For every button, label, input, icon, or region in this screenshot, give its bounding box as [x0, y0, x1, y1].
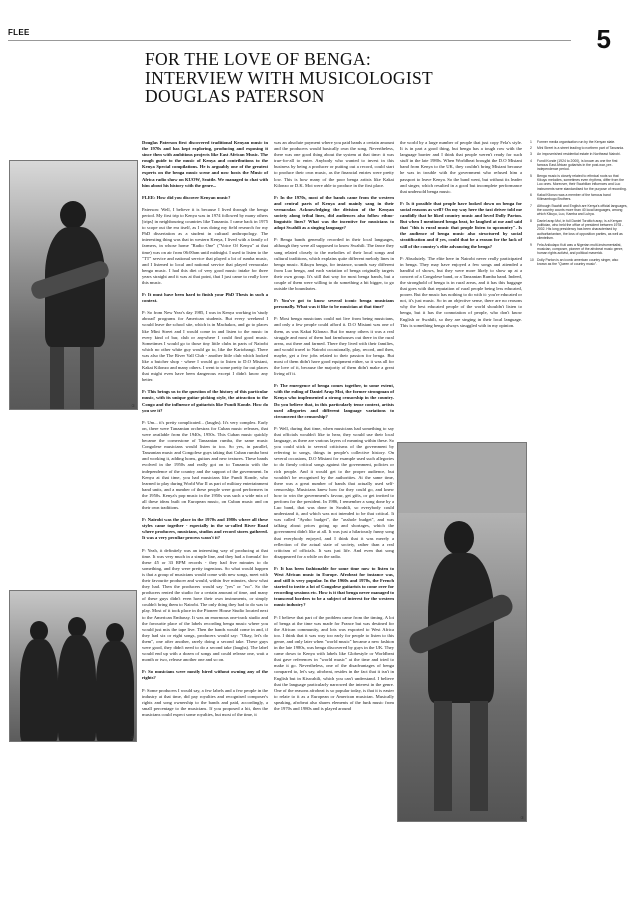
footnote-text: Although Swahili and English are Kenya's official languages, the country counts more than 40 local languages, among which Kikuyu, Luo, Kamba and Luhya.	[537, 203, 628, 217]
photo-marker-3: ③	[520, 815, 524, 820]
footnote-number: 10	[530, 257, 534, 262]
question: F: So musicians were mostly hired without owning any of the rights?	[142, 669, 268, 681]
answer: P: So from New Year's day 1985, I was in Kenya working in 'study abroad' programs for American students. But every weekend I would leave the school site, which is in Machakos, and go to places like Mini Street and I would come in and listen to the music in every kind of bar, club or anywhere I could find good music. Sometimes I would go to those tiny little clubs in parts of Nairobi which no other white guy would go to, like the Kariobangi. There was also the The River Vall Club - another little club which looked like a butcher shop - where I would go to listen to D.O Misiani, Kakai Kilonzo and many others. I went to some pretty far out places that might even have been dangerous except I didn't know any better.	[142, 310, 268, 383]
footnote	[530, 204, 628, 217]
article-column-1	[142, 140, 268, 724]
footnote	[530, 243, 628, 256]
footnote-text: Mini Street is a street leading to northern part of Tanzania.	[537, 146, 625, 151]
header-rule	[8, 40, 571, 41]
footnote	[530, 159, 628, 172]
footnote-text: Daniel arap Moi, in full Daniel Toroitich arap, is a Kenyan politician, who held the office of president between 1978 - 2002. His long presidency has been characterised by authoritarianism, the loss of opposition parties, as well as clientelism.	[537, 218, 624, 241]
footnote-text: An impoverished residential estate in Northeast Nairobi.	[537, 152, 621, 157]
footnote-number: 7	[530, 203, 532, 208]
question: F: You've got to know several iconic benga musicians personally. What was it like to be musician at that time?	[274, 298, 394, 310]
question: F: Nairobi was the place in the 1970s and 1980s where all these styles came together - especially in the so-called River Road where producers, musicians, studios and record stores gathered. It was a very peculiar process wasn't it?	[142, 517, 268, 541]
title-line-3: DOUGLAS PATERSON	[145, 86, 325, 106]
section-name: FLEE	[8, 28, 30, 37]
footnote	[530, 140, 628, 144]
question: F: This brings us to the question of the history of this particular music, with its unique guitar picking style, the attraction to the Congo and the influence of guitarists like Fundi Konde. How do you see it?	[142, 389, 268, 413]
answer: P: Um... it's pretty complicated... (laughs). It's very complex. Early on, there were Tanzanian orchestras for Cuban music releases, that were available from the 1940s, 1950s. This Cuban music quickly became the cornerstone of Tanzanian rumba, the same music Congolese musicians would listen to too. So yes, in parallel, Tanzanian music and Congolese guys taking that Cuban rumba beat and working it, adding horns, guitars and new textures. These bands evolved in the 1950s and really got on to Tanzania with the independence of the country and the support of the government. In Kenya at that time, you had musicians like Fundi Konde, who learned to play during World War II as part of military entertainment band units, and a number of these people were good performers in the 1950s. Kenya's pop music in the 1950s was such a wide mix of all these ideas built on European music, on Cuban music and on their own traditions.	[142, 419, 269, 511]
footnote-number: 3	[530, 152, 532, 157]
answer: P: Most benga musicians could not live from being musicians, and only a few people could afford it. D.O Misiani was one of them, as was Kakai Kilonzo. But for many others it was a real struggle and most of them had farmhouses out there in the rural areas, out there and farmed. There they lived with their families, and would travel to Nairobi occasionally, play, record, and then, maybe, get a few jobs related to their passion for benga. But most of them didn't have good equipment either, so it was all for the love of it, because the majority of them didn't make a great living off it.	[274, 316, 394, 377]
footnote-text: Fundi Konde (1924 to 2000), is known as one the first famous East African guitarists in the post-war, pre-independence period.	[537, 158, 618, 172]
footnote-number: 9	[530, 242, 532, 247]
footnote	[530, 152, 628, 156]
question: F: It must have been hard to finish your PhD Thesis in such a context.	[142, 292, 268, 304]
footnote-text: Benga music is closely related to ethnical roots so that Kikuyu melodies, sometimes even rhythms, differ from the Luo ones. Moreover, their Swahilian influences and Luo instruments were standardised for the purpose of recording.	[537, 173, 627, 191]
footnote-text: Kakai Kilonzo was a member of the famous band Kilimambogo Brothers.	[537, 193, 611, 202]
photo-marker-2: ②	[130, 735, 134, 740]
photo-marker-1: ①	[131, 403, 135, 408]
photo-band-portrait	[9, 590, 137, 742]
footnote	[530, 146, 628, 150]
answer: P: Well, during that time, when musicians had something to say that officials wouldn't like to hear, they would use their local language, as there are various layers of meaning within these. So you could stick to several criticisms of the government by referring to songs, things in people's collective history. On several occasions, D.O Misiani for example used such allegories to do firmly critical songs against the government, policies or rich people. And it would get to the proper audience, but wouldn't be recognised by the authorities. At the same time, there was a great number of bands that actually used self-censorship. Musicians knew how far they could go, and knew how to win the government's favour, get gifts, or get invited to perform for the president. In 1986, I remember a song done by a Luo band, that was done in Swahili, so everybody could understand it, and which was not intended to be that critical. It was called "Ayoho budget", the "asshole budget", and was talking about prices going up and shortages, which the government didn't like at all. It was just a hilariously funny song that everybody enjoyed, and I think that it was merely a reflection of the actual state of society, rather than a real criticism of officials. It was just life. And even that song disappeared for a while on the radio.	[274, 425, 394, 559]
article-column-2	[274, 140, 394, 718]
footnote	[530, 193, 628, 202]
footnote-number: 4	[530, 158, 532, 163]
footnote-number: 1	[530, 140, 532, 144]
answer: P: Some producers I would say, a few labels and a few people in the industry at that time, did pay royalties and recognised composer's rights and song ownership to the bands and paid, accordingly, a small percentage to the musicians. If you proposed a hit, then the musicians could expect some royalties, but most of the time, it	[142, 687, 268, 717]
answer: P: Yeah, it definitely was an interesting way of producing at that time. It was very much in a simple line, and they had a formula' for these 45 or 33 RPM records - they had five minutes to do something, and they were pretty ingenious. So what would happen is that a group of musicians would come with new songs, meet with their favourite producer and would, within five minutes, show what they had. Then the producers would say "yes" or "no". So the producers rented the studio for a certain amount of time, and many of these guys didn't even have their own instruments, or simply couldn't bring them to Nairobi. The only thing they had to do was to play. Most of it took place in the Pioneer House Studio located next to the American Embassy. It was an enormous one-track studio and the favourite place of the labels recording benga music where you would just mix the tape live. Then the bands would come in and, if they had six or eight songs, producers would say: "Okay, let's do them", one after another, rarely doing a second take. These guys were good, they didn't need to do a second take (laughs). The label would end up with a dozen of songs and could release one, wait a month or two, release another one and so on.	[142, 547, 268, 663]
answer: was an absolute payment where you paid bands a certain amount and the producers would basically own the song. Nevertheless, there was one good thing about the system at that time: it was true-for-all to enter. Anybody who wanted to invest in this business by being a producer or putting out a record, could start to produce their own music, as the financial entries were pretty low. This is how many of the poor benga artists like Kakai Kilonzo or D.K. Moi were able to produce in the first place.	[274, 140, 394, 188]
answer: Paterson: Well, I believe it is because I lived through the benga period. My first trip to Kenya was in 1974 followed by many others [trips] in neighbouring countries like Tanzania. I came back in 1975 to scope out the era itself, as I was doing my field research for my PhD dissertation as a student in cultural anthropology. The interesting thing was that in western Kenya, I lived with a family of farmers, in whose home "Radio One" ("Voice Of Kenya" at that time) was on air from 06:00am until midnight. I used to listen to the "TT" service and national service that played a lot of rumba music, and I listened to local and national service that played vernacular benga music. I had this diet of very good music intake for three years straight and it was at that point, that I just came to really love this music.	[142, 206, 268, 285]
question: FLEE: How did you discover Kenyan music?	[142, 194, 231, 200]
footnotes	[530, 140, 628, 268]
footnote-text: Fela Anikulapo Kuti was a Nigerian multi-instrumentalist, musician, composer, pioneer of the afrobeat music genre, human rights activist, and political maverick.	[537, 242, 624, 256]
question: F: In the 1970s, most of the bands came from the western and central parts of Kenya and mainly sang in their vernacular. Acknowledging the division of the Kenyan society along tribal lines, did audiences also follow ethno-linguistic lines? What was the incentive for musicians to adopt Swahili as a singing language?	[274, 194, 394, 231]
footnote	[530, 219, 628, 241]
photo-guitarist-studio	[9, 160, 138, 410]
footnote-text: Former media organisation run by the Kenyan state.	[537, 140, 616, 144]
answer: the world by a large number of people that just copy Fela's style. It is in part a good thing, but benga has a tough row with the language barrier and I think that people weren't ready for such stuff in the late 1980s. When Worldbeat brought the D.O Misiani band from Kenya to the UK, they couldn't bring Misiani because he was in trouble with the government who refused him a passport to leave Kenya. So the band went, but without its leader and singer, which resulted in a good but incomplete performance that undersold benga music.	[400, 140, 522, 194]
answer: P: Benga bands generally recorded in their local languages, although they were all supposed to know Swahili. The fance they sang related closely to the melodies of their local songs and cultural traditions, which explains quite different melody lines in benga music. Kikuyu benga, for instance, sounds way different from Luo benga, and each variation of benga originally targets their own group. It's still that way for most benga bands, but a couple of them were willing to do something a bit bigger, to go outside the boundaries.	[274, 237, 394, 292]
article-title	[145, 50, 545, 106]
photo-guitarist-live	[397, 442, 527, 822]
footnote-number: 2	[530, 146, 532, 151]
footnote-text: Dolly Parton is an iconic american country singer, also known as the "Queen of country music".	[537, 257, 619, 266]
intro-paragraph: Douglas Paterson first discovered traditional Kenyan music in the 1970s and has kept exploring, producing and exposing it since then with ambitious projects like East African Music. The rough guide to the music of Kenya and contributions to the Kenya Special compilations. He is arguably one of the greatest experts on the benga music scene and now hosts the Music of Africa radio show on KUOW, Seattle. We managed to chat with him about his history with the genre...	[142, 140, 268, 188]
page-number: 5	[596, 24, 611, 54]
question: F: Is it possible that people have looked down on benga for social reasons as well? On my way here the taxi driver told me candidly that he liked country music and loved Dolly Parton. But when I mentioned benga beat, he laughed at me and said that "this is rural music that people listen to upcountry". Is the audience of benga music also structured by social stratification and if yes, could that be a reason for the lack of will of the country's elite advancing the benga?	[400, 200, 522, 249]
footnote-number: 8	[530, 218, 532, 223]
title-line-2: INTERVIEW WITH MUSICOLOGIST	[145, 67, 433, 88]
question: F: It has been fashionable for some time now to listen to West African music in Europe. Afrobeat for instance was, and still is very popular. In the 1960s and 1970s, the French started to invite a lot of Congolese guitarists to come over for recording sessions etc. How is it that benga never managed to transcend borders to be a subject of interest for the western music industry?	[274, 565, 394, 608]
answer: P: I believe that part of the problem came from the timing. A lot of benga at the time was made for France but was destined for the African community, and lots was exported to West Africa too. I think that it was way too early for people to listen to this genre, and only later when "world music" became a new fashion in the late 1980s, was benga discovered by guys in the UK. They came down to Kenya with labels like Globestyle or Worldbeat that gave references in "world music" at the time and tried to make it go. Nevertheless, one of the disadvantages of benga compared to, let's say, afrobeat, resides in the fact that it isn't in English but in Kiswahili, which you can't understand. I believe that the language particularly narrowed the interest in the genre. One of the reasons afrobeat is so popular today, is that it is easier to relate to it as a European or American musician. Musically speaking, afrobeat also shares elements of the funk music from the 1970s and 1980s and is played around	[274, 614, 394, 711]
question: F: The emergence of benga comes together, to some extent, with the ruling of Daniel Arap Moi, the former strongman of Kenya who implemented a strong censorship in the country. Do you believe that, in this particularly tense context, artists used allegories and different language variations to circumvent the censorship?	[274, 383, 394, 419]
answer: P: Absolutely. The elite here in Nairobi never really participated in benga. They may have enjoyed a few songs and attended a handful of shows, but they were more likely to show up at a concert of a Congolese band, or a Tanzanian Rumba band. Indeed, the stronghold of benga is in rural areas, and it has this baggage that goes with that reputation of rural people being less educated, poorer. But the music has nothing to do with it: you're educated or not, it's just music. So in an objective sense, there are no reasons why the best educated people of the world shouldn't listen to benga, but it has the connotation of people, who don't know English or Swahili, so they are singing in their local language. This is something benga always struggled with in my opinion.	[400, 255, 522, 328]
footnote	[530, 258, 628, 267]
footnote-number: 5	[530, 173, 532, 178]
article-column-3	[400, 140, 522, 335]
footnote	[530, 174, 628, 192]
footnote-number: 6	[530, 193, 532, 198]
title-line-1: FOR THE LOVE OF BENGA:	[145, 49, 372, 69]
